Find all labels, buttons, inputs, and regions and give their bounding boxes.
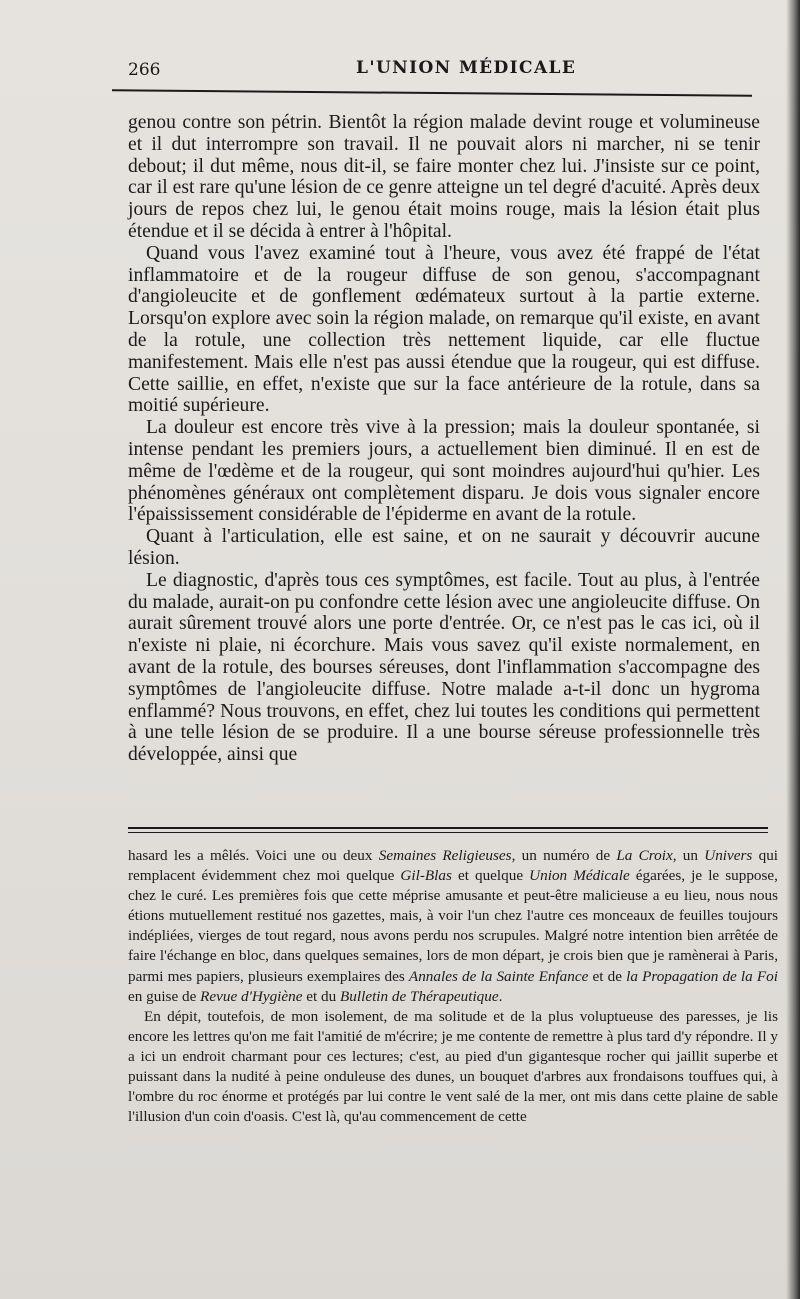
footnote-text-run: , un — [672, 847, 705, 864]
footnote-italic-title: Gil-Blas — [400, 867, 452, 885]
header-rule — [112, 89, 752, 97]
footnote-paragraph — [128, 846, 778, 1007]
paragraph: genou contre son pétrin. Bientôt la région malade devint rouge et volumineuse et il dut interrompre son travail. Il ne pouvait alors ni marcher, ni se tenir debout; il dut même, nous dit-il, se faire monter chez lui. J'insiste sur ce point, car il est rare qu'une lésion de ce genre atteigne un tel degré d'acuité. Après deux jours de repos chez lui, le genou était moins rouge, mais la lésion était plus étendue et il se décida à entrer à l'hôpital. — [128, 112, 760, 242]
page-number: 266 — [128, 60, 161, 80]
footnote-text-run: . — [498, 987, 503, 1005]
paragraph: Quant à l'articulation, elle est saine, et on ne saurait y découvrir aucune lésion. — [128, 526, 760, 569]
footnote-italic-title: Semaines Religieuses — [378, 847, 512, 864]
running-head: L'UNION MÉDICALE — [356, 58, 577, 78]
footnote-italic-title: la Propagation de la Foi — [626, 967, 778, 985]
footnote-italic-title: La Croix — [616, 847, 673, 864]
footnote — [128, 846, 778, 1127]
footnote-italic-title: Revue d'Hygiène — [200, 987, 303, 1005]
paragraph: Quand vous l'avez examiné tout à l'heure, vous avez été frappé de l'état inflammatoire et de la rougeur diffuse de son genou, s'accompagnant d'angioleucite et de gonflement œdémateux surtout à la partie externe. Lorsqu'on explore avec soin la région malade, on remarque qu'il existe, en avant de la rotule, une collection très nettement liquide, car elle fluctue manifestement. Mais elle n'est pas aussi étendue que la rougeur, qui est diffuse. Cette saillie, en effet, n'existe que sur la face antérieure de la rotule, dans sa moitié supérieure. — [128, 242, 760, 417]
footnote-italic-title: Annales de la Sainte Enfance — [408, 967, 589, 985]
footnote-text-run: , un numéro de — [511, 847, 617, 864]
page-edge-shadow — [786, 0, 800, 1299]
footnote-italic-title: Union Médicale — [529, 867, 630, 885]
footnote-text-run: égarées, je le suppose, chez le curé. Les premières fois que cette méprise amusante et peut-être malicieuse a eu lieu, nous nous étions mutuellement restitué nos gazettes, mais, à voir l'un chez l'autre ces monceaux de feuilles toujours indépliées, vierges de tout regard, nous avons perdu nos scrupules. Malgré notre intention bien arrêtée de faire l'échange en bloc, dans quelques semaines, lors de mon départ, je crois bien que je ramènerai à Paris, parmi mes papiers, plusieurs exemplaires des — [128, 867, 778, 985]
paragraph: La douleur est encore très vive à la pression; mais la douleur spontanée, si intense pendant les premiers jours, a actuellement bien diminué. Il en est de même de l'œdème et de la rougeur, qui sont moindres aujourd'hui qu'hier. Les phénomènes généraux ont complètement disparu. Je dois vous signaler encore l'épaississement considérable de l'épiderme en avant de la rotule. — [128, 417, 760, 526]
footnote-separator — [128, 827, 768, 833]
footnote-text-run: et de — [588, 967, 627, 985]
footnote-italic-title: Univers — [704, 847, 753, 864]
paragraph: Le diagnostic, d'après tous ces symptômes, est facile. Tout au plus, à l'entrée du malade, aurait-on pu confondre cette lésion avec une angioleucite diffuse. On aurait sûrement trouvé alors une porte d'entrée. Or, ce n'est pas le cas ici, où il n'existe ni plaie, ni écorchure. Mais vous savez qu'il existe normalement, en avant de la rotule, des bourses séreuses, dont l'inflammation s'accompagne des symptômes de l'angioleucite diffuse. Notre malade a-t-il donc un hygroma enflammé? Nous trouvons, en effet, chez lui toutes les conditions qui permettent à une telle lésion de se produire. Il a une bourse séreuse professionnelle très développée, ainsi que — [128, 569, 760, 766]
footnote-text-run: et quelque — [451, 867, 530, 885]
footnote-paragraph: En dépit, toutefois, de mon isolement, de ma solitude et de la plus voluptueuse des paresses, je lis encore les lettres qu'on me fait l'amitié de m'écrire; je me contente de remettre à plus tard d'y répondre. Il y a ici un endroit charmant pour ces lectures; c'est, au pied d'un gigantesque rocher qui jaillit superbe et puissant dans la nudité à peine onduleuse des dunes, un bouquet d'arbres aux frondaisons touffues qui, à l'ombre du roc énorme et protégés par lui contre le vent salé de la mer, ont mis dans cette plaine de sable l'illusion d'un coin d'oasis. C'est là, qu'au commencement de cette — [128, 1007, 778, 1126]
page-header — [128, 56, 746, 86]
footnote-text-run: et du — [302, 987, 341, 1005]
body-text — [128, 112, 760, 766]
footnote-italic-title: Bulletin de Thérapeutique — [340, 987, 499, 1005]
footnote-text-run: en guise de — [128, 987, 201, 1005]
footnote-text-run: qui remplacent évidemment chez moi quelque — [128, 847, 779, 885]
footnote-text-run: hasard les a mêlés. Voici une ou deux — [128, 847, 379, 864]
